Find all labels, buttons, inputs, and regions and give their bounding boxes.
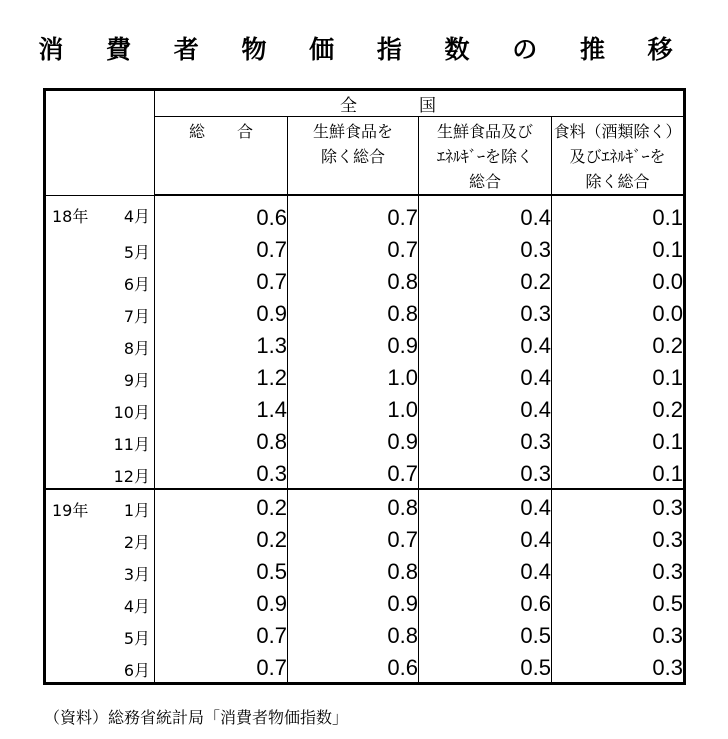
value-cell: 0.9 (288, 424, 419, 456)
row-label (45, 360, 155, 392)
value-cell: 0.3 (552, 522, 685, 554)
col-header-line: 食料（酒類除く） (553, 122, 682, 141)
row-year: 18年 (52, 206, 89, 226)
value-cell: 0.9 (288, 586, 419, 618)
row-month: 2月 (123, 533, 150, 552)
value-cell: 0.1 (552, 232, 685, 264)
value-cell: 0.6 (419, 586, 552, 618)
value-cell: 0.8 (288, 264, 419, 296)
value-cell: 0.6 (155, 195, 288, 232)
value-cell: 0.4 (419, 328, 552, 360)
value-cell: 1.0 (288, 392, 419, 424)
col-header-us-core (552, 117, 685, 196)
value-cell: 0.7 (288, 232, 419, 264)
value-cell: 0.1 (552, 456, 685, 489)
value-cell: 0.9 (155, 586, 288, 618)
table-row (45, 424, 685, 456)
value-cell: 0.2 (552, 392, 685, 424)
value-cell: 0.8 (288, 296, 419, 328)
row-label (45, 650, 155, 684)
value-cell: 0.2 (155, 522, 288, 554)
table-row (45, 232, 685, 264)
col-header-line: 総 合 (188, 122, 253, 141)
value-cell: 0.7 (155, 232, 288, 264)
value-cell: 0.4 (419, 489, 552, 522)
col-header-core (288, 117, 419, 196)
value-cell: 0.5 (419, 650, 552, 684)
col-header-core-core (419, 117, 552, 196)
row-month: 6月 (123, 661, 150, 680)
value-cell: 0.9 (288, 328, 419, 360)
corner-cell (45, 90, 155, 196)
row-month: 6月 (123, 275, 150, 294)
row-label (45, 424, 155, 456)
table-row (45, 650, 685, 684)
source-note: （資料）総務省統計局「消費者物価指数」 (44, 708, 349, 727)
col-header-line: ｴﾈﾙｷﾞｰを除く (436, 147, 533, 166)
row-label (45, 456, 155, 489)
value-cell: 0.4 (419, 360, 552, 392)
value-cell: 1.0 (288, 360, 419, 392)
row-label (45, 264, 155, 296)
col-header-line: 生鮮食品及び (436, 122, 533, 141)
value-cell: 0.5 (419, 618, 552, 650)
row-label (45, 328, 155, 360)
value-cell: 0.7 (288, 456, 419, 489)
value-cell: 1.3 (155, 328, 288, 360)
value-cell: 0.7 (155, 264, 288, 296)
value-cell: 0.7 (288, 195, 419, 232)
table-row (45, 360, 685, 392)
page-title: 消 費 者 物 価 指 数 の 推 移 (38, 35, 690, 64)
value-cell: 0.1 (552, 360, 685, 392)
row-month: 4月 (123, 206, 150, 226)
table-row (45, 392, 685, 424)
value-cell: 0.3 (419, 232, 552, 264)
table-row (45, 195, 685, 232)
value-cell: 1.2 (155, 360, 288, 392)
row-month: 10月 (113, 403, 150, 422)
col-header-line: 及びｴﾈﾙｷﾞｰを (569, 147, 666, 166)
value-cell: 0.7 (155, 618, 288, 650)
col-header-line: 総合 (468, 172, 501, 191)
table-row (45, 489, 685, 522)
row-label (45, 522, 155, 554)
value-cell: 0.5 (552, 586, 685, 618)
row-label (45, 195, 155, 232)
row-month: 8月 (123, 339, 150, 358)
cpi-table (43, 88, 686, 685)
value-cell: 0.8 (155, 424, 288, 456)
value-cell: 0.3 (419, 296, 552, 328)
row-month: 5月 (123, 243, 150, 262)
row-label (45, 586, 155, 618)
row-month: 5月 (123, 629, 150, 648)
value-cell: 0.3 (552, 489, 685, 522)
row-month: 7月 (123, 307, 150, 326)
value-cell: 0.2 (419, 264, 552, 296)
row-label (45, 489, 155, 522)
value-cell: 0.8 (288, 554, 419, 586)
row-label (45, 296, 155, 328)
value-cell: 0.1 (552, 424, 685, 456)
table-row (45, 264, 685, 296)
row-month: 11月 (113, 435, 150, 454)
value-cell: 0.3 (155, 456, 288, 489)
row-month: 4月 (123, 597, 150, 616)
value-cell: 0.7 (288, 522, 419, 554)
row-label (45, 618, 155, 650)
table-row (45, 618, 685, 650)
value-cell: 0.0 (552, 264, 685, 296)
table-row (45, 586, 685, 618)
row-year: 19年 (52, 501, 89, 520)
col-header-line: 除く総合 (320, 147, 385, 166)
table-row (45, 522, 685, 554)
value-cell: 0.5 (155, 554, 288, 586)
value-cell: 1.4 (155, 392, 288, 424)
row-month: 3月 (123, 565, 150, 584)
value-cell: 0.3 (552, 650, 685, 684)
row-month: 1月 (123, 501, 150, 520)
row-label (45, 232, 155, 264)
value-cell: 0.4 (419, 522, 552, 554)
table-row (45, 296, 685, 328)
value-cell: 0.3 (552, 618, 685, 650)
value-cell: 0.9 (155, 296, 288, 328)
value-cell: 0.4 (419, 392, 552, 424)
row-month: 12月 (113, 467, 150, 486)
col-header-overall (155, 117, 288, 196)
table-row (45, 554, 685, 586)
table-row (45, 456, 685, 489)
value-cell: 0.2 (552, 328, 685, 360)
row-month: 9月 (123, 371, 150, 390)
row-label (45, 554, 155, 586)
value-cell: 0.6 (288, 650, 419, 684)
value-cell: 0.3 (419, 424, 552, 456)
row-label (45, 392, 155, 424)
col-header-line: 生鮮食品を (312, 122, 393, 141)
value-cell: 0.1 (552, 195, 685, 232)
table-body (45, 195, 685, 684)
value-cell: 0.0 (552, 296, 685, 328)
value-cell: 0.2 (155, 489, 288, 522)
value-cell: 0.7 (155, 650, 288, 684)
region-header: 全国 (155, 90, 685, 117)
value-cell: 0.3 (552, 554, 685, 586)
header-row-region (45, 90, 685, 117)
value-cell: 0.3 (419, 456, 552, 489)
value-cell: 0.8 (288, 489, 419, 522)
col-header-line: 除く総合 (585, 172, 650, 191)
value-cell: 0.4 (419, 554, 552, 586)
value-cell: 0.4 (419, 195, 552, 232)
value-cell: 0.8 (288, 618, 419, 650)
table-row (45, 328, 685, 360)
